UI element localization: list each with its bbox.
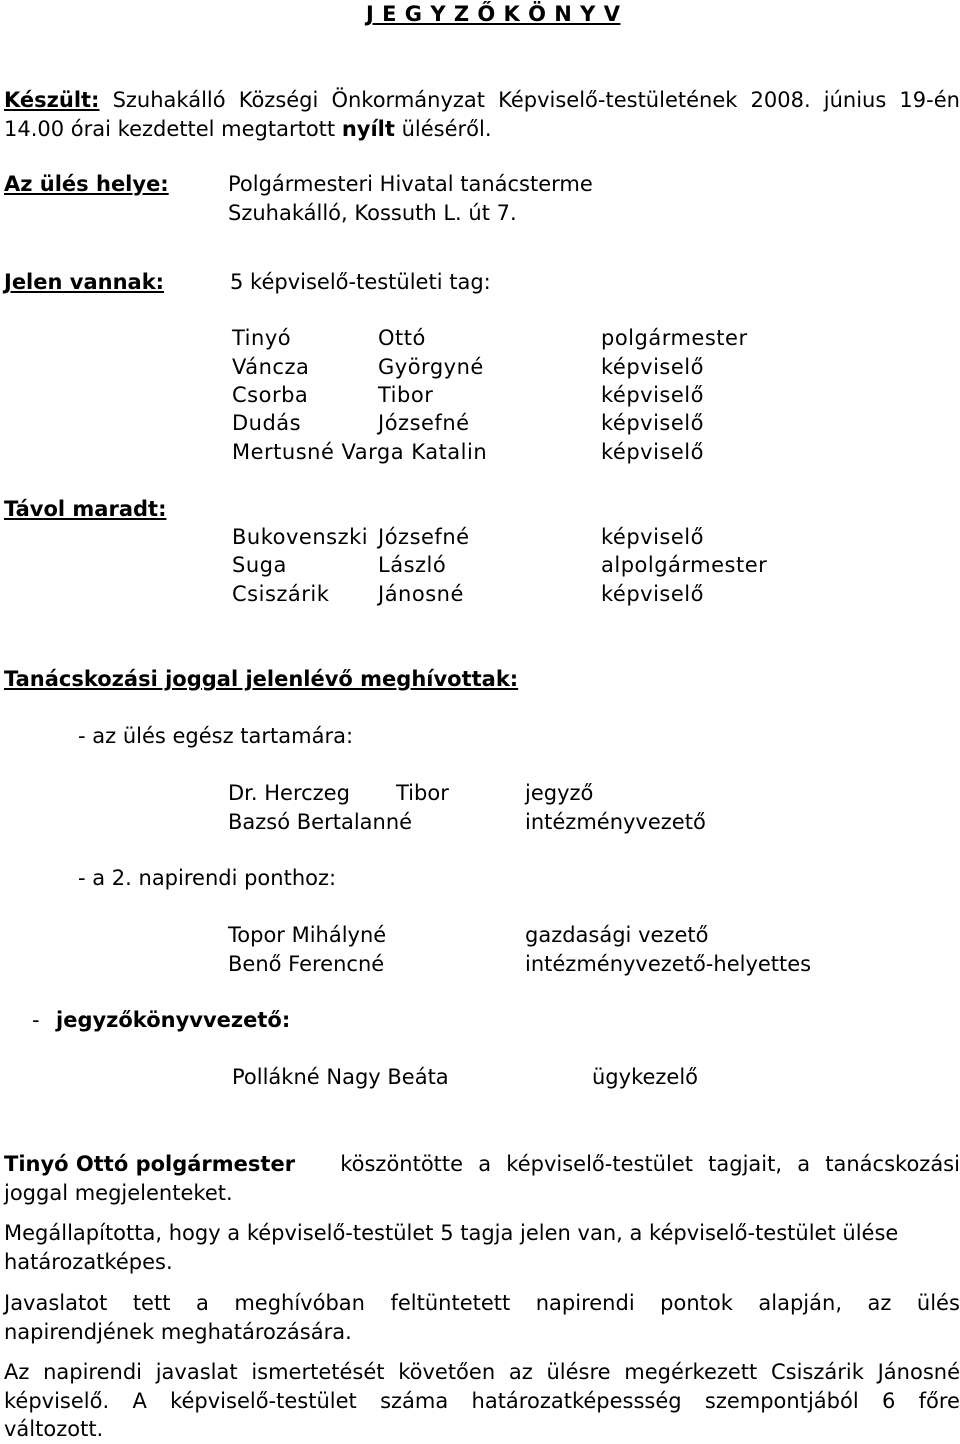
paragraph-word: megérkezett: [624, 1360, 758, 1384]
paragraph-word: köszöntötte: [340, 1152, 464, 1176]
paragraph-word: határozatképessség: [471, 1388, 682, 1413]
made-line2-prefix: 14.00 órai kezdettel megtartott: [4, 117, 342, 141]
location-line-1: Polgármesteri Hivatal tanácsterme: [228, 172, 593, 196]
location-label: Az ülés helye:: [4, 172, 169, 196]
paragraph-word: szempontjából: [704, 1388, 859, 1413]
paragraph-2-line-2: határozatképes.: [4, 1249, 173, 1274]
invited-point2-label: - a 2. napirendi ponthoz:: [78, 866, 337, 890]
member-first: Józsefné: [378, 411, 470, 435]
paragraph-word: tagjait,: [708, 1152, 783, 1176]
paragraph-4: [4, 1358, 960, 1444]
member-last: Csorba: [232, 383, 309, 407]
member-last: Tinyó: [232, 326, 292, 350]
made-word: Képviselő-testületének: [498, 88, 738, 112]
paragraph-4-line-3: változott.: [4, 1417, 104, 1441]
paragraph-4-line-2: [4, 1387, 960, 1416]
paragraph-word: alapján,: [758, 1291, 842, 1315]
member-role: polgármester: [601, 326, 748, 350]
invited-role: gazdasági vezető: [525, 923, 709, 947]
recorder-dash: -: [32, 1008, 40, 1032]
paragraph-1-line-1: [4, 1150, 960, 1179]
paragraph-3-line-2: napirendjének meghatározására.: [4, 1319, 352, 1344]
paragraph-word: képviselő.: [4, 1388, 110, 1413]
paragraph-word: meghívóban: [234, 1291, 365, 1315]
paragraph-word: Javaslatot: [4, 1291, 108, 1315]
made-block: [4, 86, 960, 144]
mayor-name: Tinyó Ottó polgármester: [4, 1152, 296, 1176]
paragraph-word: 6: [881, 1388, 896, 1413]
paragraph-word: követően: [398, 1360, 496, 1384]
paragraph-word: az: [508, 1360, 533, 1384]
invited-whole-label: - az ülés egész tartamára:: [78, 724, 354, 748]
paragraph-word: tanácskozási: [825, 1152, 960, 1176]
paragraph-word: száma: [380, 1388, 449, 1413]
absent-last: Bukovenszki: [232, 525, 369, 549]
paragraph-word: a: [195, 1291, 209, 1315]
paragraph-word: képviselő-testület: [506, 1152, 693, 1176]
member-role: képviselő: [601, 411, 704, 435]
invited-last: Dr. Herczeg: [228, 781, 350, 805]
paragraph-word: Az: [4, 1360, 30, 1384]
made-word: 2008.: [750, 88, 811, 112]
paragraph-3-line-1: [4, 1289, 960, 1318]
paragraph-word: főre: [918, 1388, 960, 1413]
absent-role: alpolgármester: [601, 553, 768, 577]
absent-first: Józsefné: [378, 525, 470, 549]
invited-role: intézményvezető-helyettes: [525, 952, 812, 976]
absent-last: Suga: [232, 553, 287, 577]
invited-role: jegyző: [525, 781, 594, 805]
invited-first: Tibor: [396, 781, 449, 805]
paragraph-1-line-2: joggal megjelenteket.: [4, 1180, 233, 1205]
made-word: Szuhakálló: [112, 88, 226, 112]
member-last: Váncza: [232, 355, 310, 379]
made-word: Községi: [238, 88, 319, 112]
recorder-name: Pollákné Nagy Beáta: [232, 1065, 449, 1089]
member-last: Dudás: [232, 411, 302, 435]
paragraph-word: napirendi: [43, 1360, 143, 1384]
paragraph-word: a: [478, 1152, 492, 1176]
paragraph-word: ülésre: [546, 1360, 611, 1384]
member-name: Mertusné Varga Katalin: [232, 440, 488, 464]
recorder-role: ügykezelő: [592, 1065, 699, 1089]
invited-heading: Tanácskozási joggal jelenlévő meghívottak:: [4, 667, 519, 691]
made-label: Készült:: [4, 88, 100, 112]
paragraph-word: pontok: [660, 1291, 733, 1315]
made-line2-suffix: üléséről.: [394, 117, 492, 141]
absent-first: Jánosné: [378, 582, 464, 606]
paragraph-1: [4, 1150, 960, 1207]
made-word: 19-én: [899, 88, 960, 112]
paragraph-word: tett: [132, 1291, 171, 1315]
present-summary: 5 képviselő-testületi tag:: [230, 270, 491, 294]
member-first: Györgyné: [378, 355, 484, 379]
location-line-2: Szuhakálló, Kossuth L. út 7.: [228, 201, 517, 225]
made-line-1: [4, 86, 960, 115]
paragraph-word: Csiszárik: [770, 1360, 864, 1384]
paragraph-word: ismertetését: [251, 1360, 385, 1384]
paragraph-word: a: [797, 1152, 811, 1176]
paragraph-4-line-1: [4, 1358, 960, 1387]
paragraph-word: az: [867, 1291, 892, 1315]
paragraph-word: javaslat: [155, 1360, 238, 1384]
member-first: Ottó: [378, 326, 426, 350]
invited-name: Topor Mihályné: [228, 923, 387, 947]
paragraph-word: feltüntetett: [390, 1291, 511, 1315]
member-role: képviselő: [601, 440, 704, 464]
paragraph-3: [4, 1289, 960, 1346]
absent-last: Csiszárik: [232, 582, 330, 606]
absent-role: képviselő: [601, 525, 704, 549]
paragraph-word: Jánosné: [877, 1360, 960, 1384]
present-label: Jelen vannak:: [4, 270, 165, 294]
made-line2-bold: nyílt: [341, 117, 395, 141]
invited-name: Bazsó Bertalanné: [228, 810, 413, 834]
document-title: J E G Y Z Ő K Ö N Y V: [366, 2, 621, 26]
absent-label: Távol maradt:: [4, 497, 167, 521]
invited-name: Benő Ferencné: [228, 952, 385, 976]
paragraph-2-line-1: Megállapította, hogy a képviselő-testület 5 tagja jelen van, a képviselő-testület ülése: [4, 1221, 899, 1245]
absent-first: László: [378, 553, 447, 577]
member-role: képviselő: [601, 355, 704, 379]
invited-role: intézményvezető: [525, 810, 706, 834]
paragraph-2: [4, 1219, 960, 1276]
made-word: Önkormányzat: [331, 88, 486, 112]
paragraph-word: A: [132, 1388, 147, 1413]
recorder-label: jegyzőkönyvvezető:: [56, 1008, 291, 1032]
absent-role: képviselő: [601, 582, 704, 606]
member-first: Tibor: [378, 383, 434, 407]
made-word: június: [823, 88, 887, 112]
paragraph-word: napirendi: [535, 1291, 635, 1315]
made-line-2: [4, 115, 960, 144]
paragraph-word: képviselő-testület: [170, 1388, 357, 1413]
paragraph-word: ülés: [916, 1291, 960, 1315]
member-role: képviselő: [601, 383, 704, 407]
